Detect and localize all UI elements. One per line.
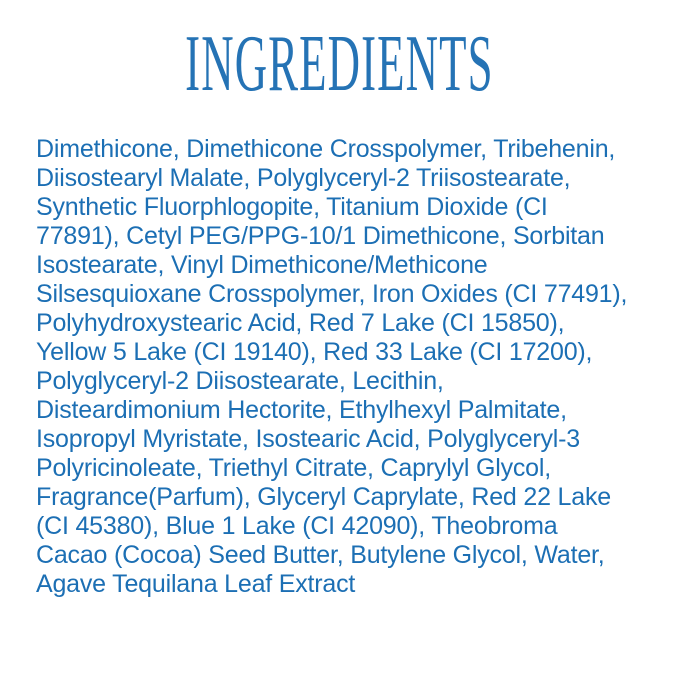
ingredients-line: Yellow 5 Lake (CI 19140), Red 33 Lake (CI 17200), xyxy=(36,338,593,366)
ingredients-line: (CI 45380), Blue 1 Lake (CI 42090), Theobroma xyxy=(36,512,558,540)
ingredients-line: Disteardimonium Hectorite, Ethylhexyl Palmitate, xyxy=(36,396,567,424)
ingredients-line: Isostearate, Vinyl Dimethicone/Methicone xyxy=(36,251,488,279)
page-title-container xyxy=(0,20,679,108)
ingredients-line: Isopropyl Myristate, Isostearic Acid, Polyglyceryl-3 xyxy=(36,425,580,453)
ingredients-line: Cacao (Cocoa) Seed Butter, Butylene Glycol, Water, xyxy=(36,541,605,569)
page-title: INGREDIENTS xyxy=(185,20,494,108)
ingredients-text-block xyxy=(36,135,651,599)
ingredients-line: Dimethicone, Dimethicone Crosspolymer, Tribehenin, xyxy=(36,135,616,163)
ingredients-line: Silsesquioxane Crosspolymer, Iron Oxides (CI 77491), xyxy=(36,280,628,308)
ingredients-line: Polyhydroxystearic Acid, Red 7 Lake (CI 15850), xyxy=(36,309,565,337)
ingredients-line: Synthetic Fluorphlogopite, Titanium Dioxide (CI xyxy=(36,193,548,221)
ingredients-line: Polyricinoleate, Triethyl Citrate, Caprylyl Glycol, xyxy=(36,454,551,482)
ingredients-line: Diisostearyl Malate, Polyglyceryl-2 Triisostearate, xyxy=(36,164,571,192)
ingredients-line: Agave Tequilana Leaf Extract xyxy=(36,570,356,598)
ingredients-line: Polyglyceryl-2 Diisostearate, Lecithin, xyxy=(36,367,444,395)
ingredients-line: Fragrance(Parfum), Glyceryl Caprylate, Red 22 Lake xyxy=(36,483,611,511)
ingredients-line: 77891), Cetyl PEG/PPG-10/1 Dimethicone, Sorbitan xyxy=(36,222,605,250)
